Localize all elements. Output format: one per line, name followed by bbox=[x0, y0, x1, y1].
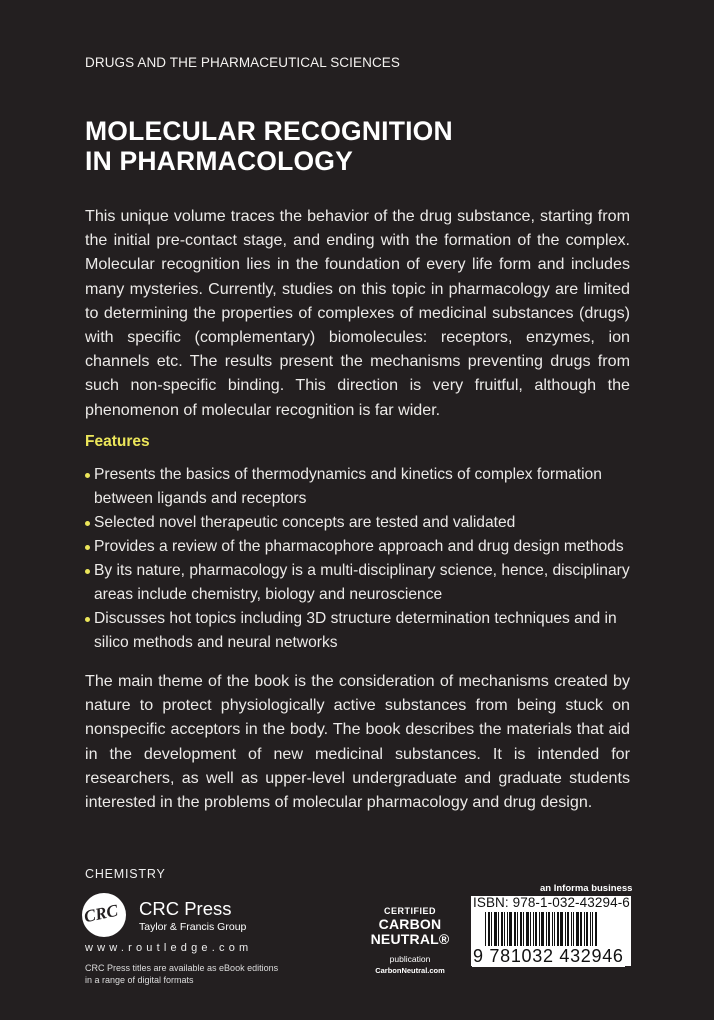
bullet-icon bbox=[85, 521, 90, 526]
bullet-icon bbox=[85, 569, 90, 574]
carbon-neutral-logo: CERTIFIED CARBON NEUTRAL® publication CarbonNeutral.com bbox=[370, 906, 450, 975]
book-title-line2: IN PHARMACOLOGY bbox=[85, 146, 353, 176]
crc-logo-icon: CRC bbox=[82, 893, 126, 937]
subject-category: CHEMISTRY bbox=[85, 867, 166, 881]
bullet-icon bbox=[85, 617, 90, 622]
isbn-text: ISBN: 978-1-032-43294-6 bbox=[473, 895, 630, 910]
bullet-icon bbox=[85, 545, 90, 550]
feature-item: Provides a review of the pharmacophore approach and drug design methods bbox=[85, 535, 645, 559]
publisher-group: Taylor & Francis Group bbox=[139, 921, 247, 933]
informa-label: an Informa business bbox=[540, 883, 633, 894]
ean-number: 9 781032 432946 bbox=[473, 946, 624, 966]
feature-item: Discusses hot topics including 3D structure determination techniques and in silico methods and neural networks bbox=[85, 607, 645, 655]
closing-paragraph: The main theme of the book is the consideration of mechanisms created by nature to protect physiologically active substances from being stuck on nonspecific acceptors in the body. The book describes the materials that aid in the development of new medicinal substances. It is intended for researchers, as well as upper-level undergraduate and graduate students interested in the problems of molecular pharmacology and drug design. bbox=[85, 672, 630, 812]
bullet-icon bbox=[85, 473, 90, 478]
ebook-note: CRC Press titles are available as eBook editions in a range of digital formats bbox=[85, 963, 279, 985]
features-heading: Features bbox=[85, 433, 150, 450]
series-title: DRUGS AND THE PHARMACEUTICAL SCIENCES bbox=[85, 55, 401, 70]
book-title bbox=[85, 116, 453, 176]
book-title-line1: MOLECULAR RECOGNITION bbox=[85, 116, 453, 146]
feature-item: By its nature, pharmacology is a multi-disciplinary science, hence, disciplinary areas include chemistry, biology and neuroscience bbox=[85, 559, 645, 607]
feature-item: Selected novel therapeutic concepts are tested and validated bbox=[85, 511, 645, 535]
publisher-url: www.routledge.com bbox=[85, 942, 253, 954]
feature-item: Presents the basics of thermodynamics and kinetics of complex formation between ligands and receptors bbox=[85, 463, 645, 511]
features-list bbox=[85, 463, 645, 655]
isbn-barcode bbox=[471, 896, 631, 966]
publisher-name: CRC Press bbox=[139, 898, 232, 919]
intro-paragraph: This unique volume traces the behavior of the drug substance, starting from the initial pre-contact stage, and ending with the formation of the complex. Molecular recognition lies in the foundation of every life form and includes many mysteries. Currently, studies on this topic in pharmacology are limited to determining the properties of complexes of medicinal substances (drugs) with specific (complementary) biomolecules: receptors, enzymes, ion channels etc. The results present the mechanisms preventing drugs from such non-specific binding. This direction is very fruitful, although the phenomenon of molecular recognition is far wider. bbox=[85, 207, 630, 419]
